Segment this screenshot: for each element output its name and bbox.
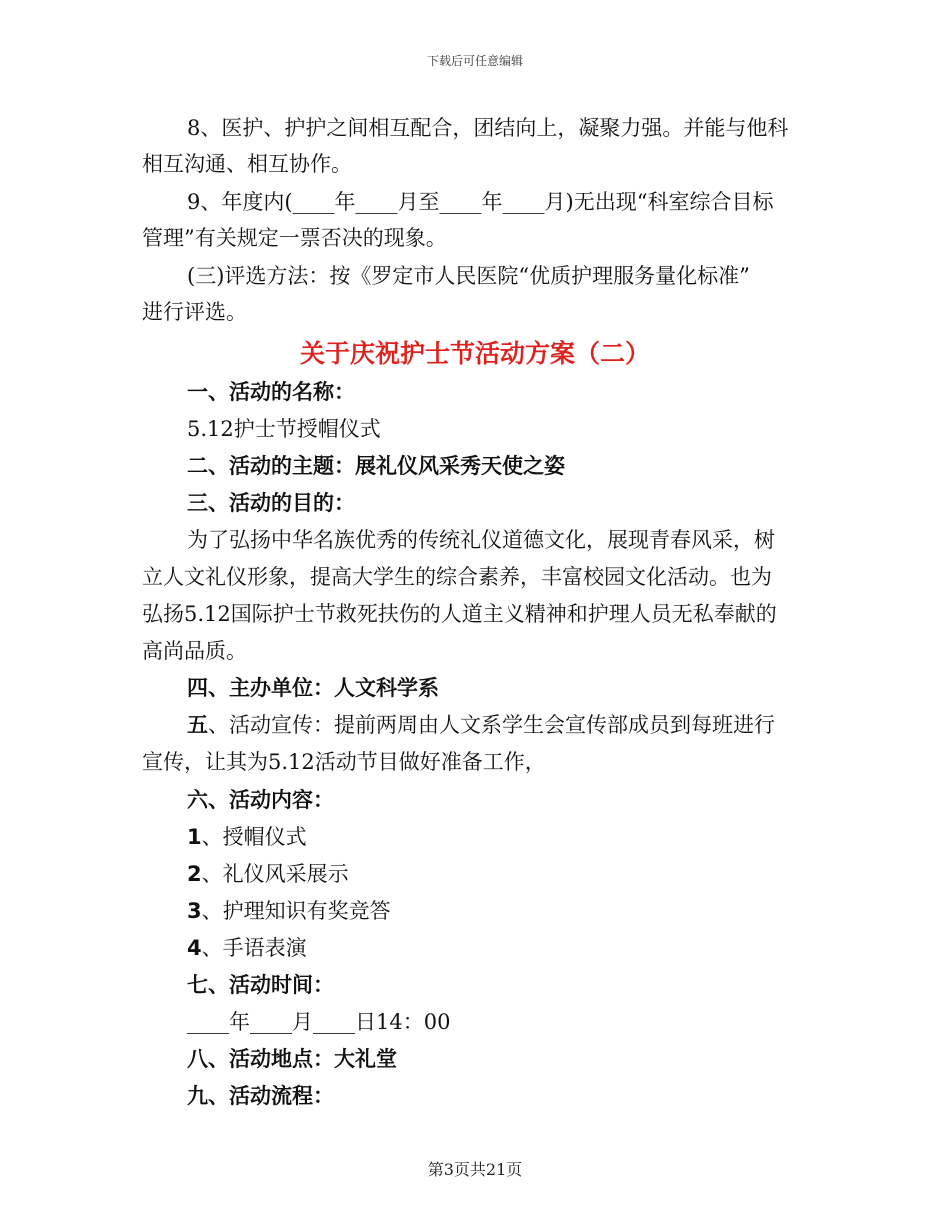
paragraph-8-line-1: 8、医护、护护之间相互配合，团结向上，凝聚力强。并能与他科 — [187, 116, 789, 140]
item-4-text: 、手语表演 — [201, 936, 307, 960]
item-3-text: 、护理知识有奖竞答 — [201, 899, 391, 923]
heading-5-label: 五 — [187, 713, 208, 737]
promotion-text: 、活动宣传：提前两周由人文系学生会宣传部成员到每班进行 — [208, 713, 775, 737]
activity-time: ____年____月____日14：00 — [187, 1010, 451, 1034]
heading-7: 七、活动时间： — [187, 973, 334, 997]
activity-name: 5.12护士节授帽仪式 — [187, 417, 381, 441]
content-item-1 — [187, 823, 307, 851]
item-3-number: 3 — [187, 899, 202, 923]
purpose-line-2: 立人文礼仪形象，提高大学生的综合素养，丰富校园文化活动。也为 — [142, 565, 772, 589]
paragraph-8-line-2: 相互沟通、相互协作。 — [142, 152, 352, 176]
item-2-number: 2 — [187, 862, 202, 886]
heading-3: 三、活动的目的： — [187, 491, 355, 515]
promotion-line-2: 宣传，让其为5.12活动节目做好准备工作， — [142, 750, 546, 774]
page-header-note: 下载后可任意编辑 — [426, 54, 523, 68]
item-4-number: 4 — [187, 936, 202, 960]
heading-6: 六、活动内容： — [187, 788, 334, 812]
promotion-line-1 — [187, 711, 775, 739]
item-1-text: 、授帽仪式 — [201, 825, 307, 849]
heading-8: 八、活动地点：大礼堂 — [187, 1047, 397, 1071]
content-item-3 — [187, 897, 391, 925]
heading-1: 一、活动的名称： — [187, 380, 355, 404]
item-1-number: 1 — [187, 825, 202, 849]
page-footer-number: 第3页共21页 — [427, 1160, 523, 1179]
method-line-2: 进行评选。 — [142, 300, 247, 324]
heading-2: 二、活动的主题：展礼仪风采秀天使之姿 — [187, 454, 565, 478]
purpose-line-1: 为了弘扬中华名族优秀的传统礼仪道德文化，展现青春风采，树 — [187, 528, 775, 552]
heading-9: 九、活动流程： — [187, 1084, 334, 1108]
paragraph-9-line-2: 管理”有关规定一票否决的现象。 — [142, 226, 447, 250]
method-line-1: (三)评选方法：按《罗定市人民医院“优质护理服务量化标准” — [187, 264, 750, 288]
purpose-line-3: 弘扬5.12国际护士节救死扶伤的人道主义精神和护理人员无私奉献的 — [142, 602, 777, 626]
content-item-2 — [187, 860, 349, 888]
paragraph-9-line-1: 9、年度内(____年____月至____年____月)无出现“科室综合目标 — [187, 190, 774, 214]
section-title: 关于庆祝护士节活动方案（二） — [299, 339, 650, 368]
purpose-line-4: 高尚品质。 — [142, 639, 247, 663]
content-item-4 — [187, 934, 307, 962]
item-2-text: 、礼仪风采展示 — [201, 862, 349, 886]
heading-4: 四、主办单位：人文科学系 — [187, 676, 439, 700]
